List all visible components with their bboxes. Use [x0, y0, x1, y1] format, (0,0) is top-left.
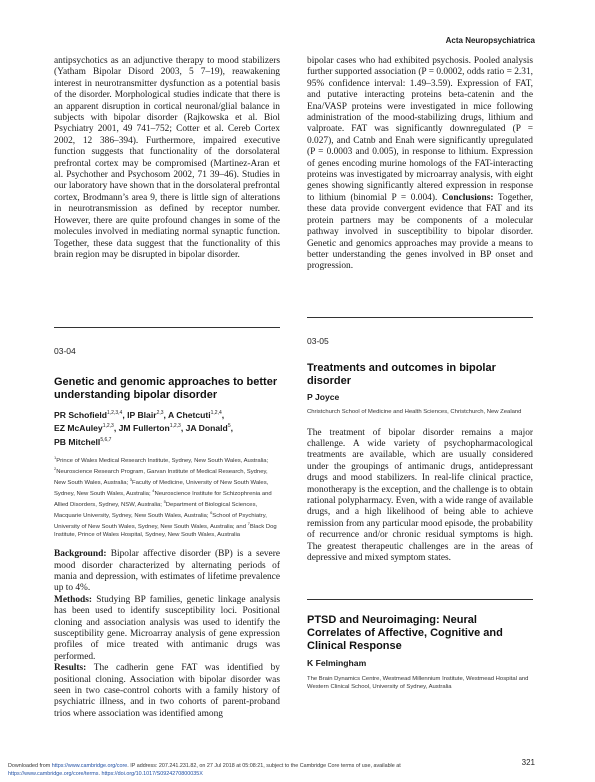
author-affil-sup: 1,2,4: [210, 410, 222, 416]
affiliation: The Brain Dynamics Centre, Westmead Millennium Institute, Westmead Hospital and Western Clinical School, University of Sydney, Australia: [307, 675, 529, 690]
affil-text: Faculty of Medicine, University of New South Wales, Sydney, New South Wales, Australia;: [54, 480, 269, 498]
methods-label: Methods:: [54, 594, 93, 605]
author-name: EZ McAuley: [54, 423, 103, 434]
author-affil-sup: 1,2,3: [169, 423, 181, 430]
affil-sup: 2: [54, 466, 57, 472]
affil-text: Prince of Wales Medical Research Institute, Sydney, New South Wales, Australia;: [56, 458, 269, 465]
results-text: The cadherin gene FAT was identified by positional cloning. Association with bipolar disorder was seen in two case-control cohorts with a family history of psychiatric illness, and in two cohorts of parent-proband trios where association was identified among: [54, 663, 280, 719]
author-name: IP Blair: [127, 409, 157, 420]
affil-text: Black Dog Institute, Prince of Wales Hospital, Sydney, New South Wales, Australia: [54, 524, 277, 539]
cambridge-core-link[interactable]: https://www.cambridge.org/core: [51, 763, 128, 769]
author-list: PR Schofield$^{1,2,3,4}$, IP Blair$^{2,3}$, A Chetcuti$^{1,2,4}$, EZ McAuley$^{1,2,3}$, JM Fullerton$^{1,2,3}$, JA Donald$^5$, PB Mitchell$^{5,6,7}$: [54, 409, 233, 447]
author-name: JM Fullerton: [118, 423, 170, 434]
affil-sup: 5: [163, 499, 166, 505]
abstract-background: [54, 549, 280, 595]
affil-text: School of Psychiatry, University of New South Wales, Sydney, New South Wales, Australia; and: [54, 513, 267, 531]
background-label: Background:: [54, 549, 107, 560]
footer-suffix: . IP address: 207.241.231.82, on 27 Jul 2018 at 05:08:21, subject to the Cambridge Core terms of use, available at: [127, 763, 401, 769]
author-name: A Chetcuti: [167, 409, 211, 420]
abstract-results: [54, 663, 280, 720]
section-title: PTSD and Neuroimaging: Neural Correlates of Affective, Cognitive and Clinical Response: [307, 614, 503, 652]
results-label: Results:: [54, 663, 87, 674]
page-number: 321: [521, 758, 535, 767]
affil-sup: 1: [54, 455, 57, 461]
affiliation: Christchurch School of Medicine and Health Sciences, Christchurch, New Zealand: [307, 408, 522, 415]
section-divider: [54, 327, 280, 328]
author-name: PB Mitchell: [54, 436, 101, 447]
section-03-04: [54, 327, 280, 720]
download-footer: [8, 763, 568, 778]
left-continued-text: antipsychotics as an adjunctive therapy to mood stabilizers (Yatham Bipolar Disord 2003, 5 7–19), reawakening interest in neurotransmitter dysfunction as a potential basis of the disorder. Morphological studies indicate that there is an apparent disruption in cortical neuronal/glial balance in subjects with bipolar disorder (Rajkowska et al. Biol Psychiatry 2001, 49 741–752; Cotter et al. Cereb Cortex 2002, 12 386–394). Furthermore, impaired executive function suggests that functionality of the dorsolateral prefrontal cortex may be compromised (Martinez-Aran et al. Psychother and Psychosom 2002, 71 39–46). Studies in our laboratory have shown that in the dorsolateral prefrontal cortex, Brodmann’s area 9, there is little sign of alterations in neurotransmission as defined by receptor number. However, there are quite profound changes in some of the molecules involved in mediating normal synaptic function. Together, these data suggest that the functionality of this brain region may be disrupted in bipolar disorder.: [54, 56, 280, 260]
affil-text: Neuroscience Institute for Schizophrenia and Allied Disorders, Sydney, NSW, Australia;: [54, 491, 272, 509]
affil-text: Neuroscience Research Program, Garvan Institute of Medical Research, Sydney, New South Wales, Australia;: [54, 469, 268, 487]
methods-text: Studying BP families, genetic linkage analysis has been used to identify susceptibility loci. Positional cloning and association analysis was used to identify the susceptibility gene. Microarray analysis of gene expression profiles of mice treated with antimanic drugs was performed.: [54, 594, 280, 662]
author-affil-sup: 5: [227, 423, 231, 430]
affil-sup: 6: [210, 510, 213, 516]
footer-separator: .: [98, 770, 102, 777]
section-body: The treatment of bipolar disorder remains a major challenge. A wide variety of psychopharmacological treatments are available, which are usually considered under the groupings of antimanic drugs, antidepressant drugs and mood stabilizers. In real-life clinical practice, monotherapy is the exception, and the challenge is to obtain rational polypharmacy. Even, with a wide range of available drugs, and a high likelihood of being able to achieve remission from any particular mood episode, the probability of recurrence and/or chronic residual symptoms is high. The greatest therapeutic challenges are in the areas of depressive and mixed symptom states.: [307, 427, 533, 564]
section-title: Genetic and genomic approaches to better understanding bipolar disorder: [54, 376, 278, 401]
footer-prefix: Downloaded from: [8, 763, 52, 769]
background-text: Bipolar affective disorder (BP) is a severe mood disorder characterized by alternating periods of mania and depression, with estimates of lifetime prevalence up to 4%.: [54, 549, 280, 594]
author-affil-sup: 5,6,7: [100, 436, 112, 443]
author-name: JA Donald: [185, 423, 228, 434]
section-03-05: [307, 317, 533, 564]
affil-sup: 3: [129, 477, 132, 483]
section-ptsd: [307, 599, 533, 691]
right-column: [307, 56, 533, 273]
author-name: PR Schofield: [54, 409, 108, 420]
section-number: 03-05: [307, 336, 329, 346]
terms-link[interactable]: https://www.cambridge.org/core/terms: [8, 770, 99, 777]
results-continued: bipolar cases who had exhibited psychosis. Pooled analysis further supported association (P = 0.0002, odds ratio = 2.31, 95% confidence interval: 1.49–3.59). Expression of FAT, and putative interacting proteins beta-catenin and the Ena/VASP proteins were investigated in mice following administration of the mood-stabilizing drugs, lithium and valproate. FAT was significantly downregulated (P = 0.027), and Catnb and Enah were significantly upregulated (P = 0.0003 and 0.005), in response to lithium. Expression of genes encoding murine homologs of the FAT-interacting proteins was investigated by microarray analysis, with eight genes showing significantly altered expression in response to lithium (binomial P = 0.004).: [307, 56, 533, 203]
affil-sup: 7: [247, 521, 250, 527]
doi-link[interactable]: https://doi.org/10.1017/S0924270800035X: [101, 770, 203, 777]
journal-title: Acta Neuropsychiatrica: [445, 36, 535, 45]
conclusions-label: Conclusions:: [441, 192, 494, 203]
affiliations: [54, 454, 280, 539]
section-divider: [307, 317, 533, 318]
conclusions-text: Together, these data provide convergent evidence that FAT and its protein partners may be components of a molecular pathway involved in susceptibility to bipolar disorder. Genetic and genomics approaches may provide a means to better understanding the genes involved in BP onset and progression.: [307, 192, 534, 272]
affil-sup: 4: [152, 488, 155, 494]
author-name: P Joyce: [307, 392, 340, 402]
author-affil-sup: 1,2,3,4: [107, 410, 123, 416]
section-number: 03-04: [54, 346, 76, 356]
right-continued-text: [307, 56, 533, 273]
affil-text: Department of Biological Sciences, Macquarie University, Sydney, New South Wales, Australia;: [54, 502, 258, 520]
section-title: Treatments and outcomes in bipolar disorder: [307, 362, 496, 387]
author-affil-sup: 1,2,3: [102, 423, 114, 430]
abstract-methods: [54, 595, 280, 663]
author-name: K Felmingham: [307, 658, 367, 668]
author-affil-sup: 2,3: [156, 410, 164, 416]
left-column: [54, 56, 280, 261]
section-divider: [307, 599, 533, 600]
